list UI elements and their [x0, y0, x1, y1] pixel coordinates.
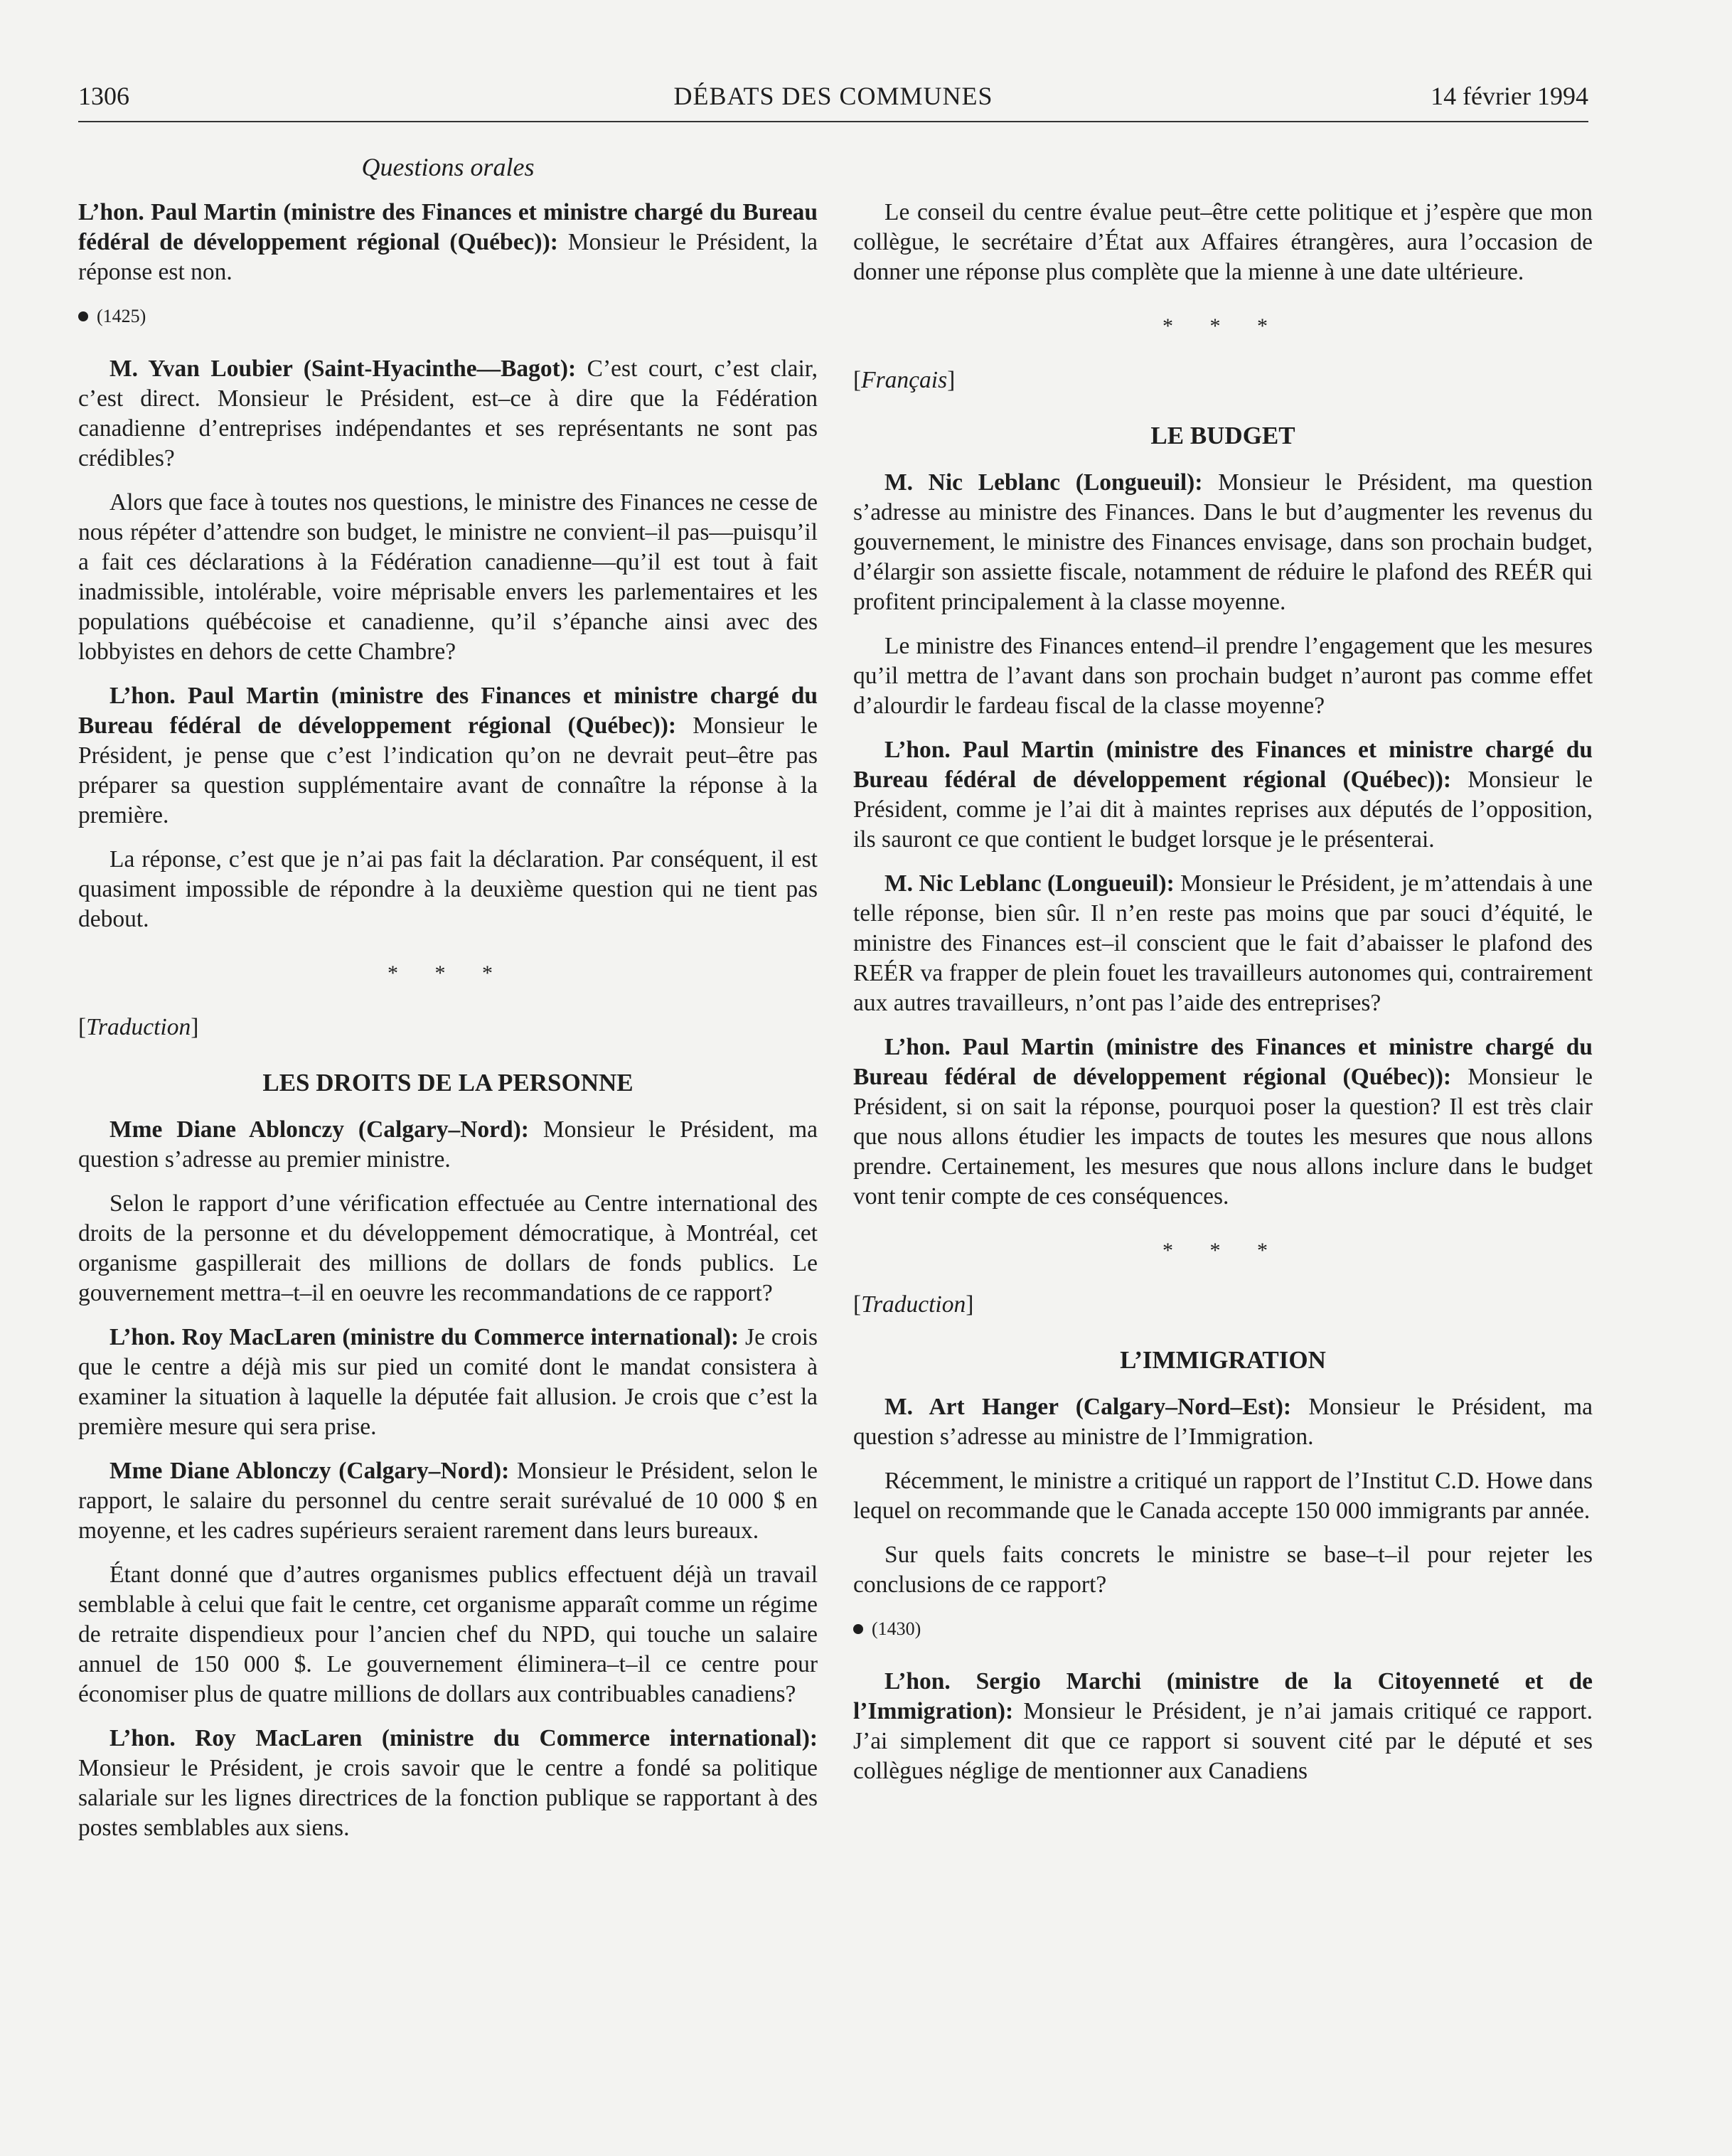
section-heading: LES DROITS DE LA PERSONNE — [262, 1069, 634, 1096]
paragraph — [78, 1115, 818, 1175]
speaker: L’hon. Sergio Marchi (ministre de la Citoyenneté et de l’Immigration): — [853, 1668, 1593, 1724]
language-name: Traduction — [861, 1291, 966, 1318]
section-separator: * * * — [1162, 1239, 1283, 1262]
speech-text: Monsieur le Président, comme je l’ai dit à maintes reprises aux députés de l’opposition, ils sauront ce que contient le budget lorsque je le présenterai. — [853, 767, 1593, 853]
speaker: M. Art Hanger (Calgary–Nord–Est): — [884, 1394, 1292, 1420]
page-number: 1306 — [78, 82, 129, 110]
paragraph — [853, 869, 1593, 1018]
speaker: Mme Diane Ablonczy (Calgary–Nord): — [109, 1116, 529, 1143]
paragraph — [78, 681, 818, 831]
language-name: Français — [861, 367, 948, 393]
speech-text: C’est court, c’est clair, c’est direct. Monsieur le Président, est–ce à dire que la Fédération canadienne d’entreprises indépendantes et ses représentants ne sont pas crédibles? — [78, 356, 818, 471]
paragraph — [78, 1323, 818, 1442]
section-heading: LE BUDGET — [1150, 422, 1295, 449]
bullet-icon — [78, 311, 88, 321]
section-separator: * * * — [387, 961, 508, 985]
time-stamp: (1425) — [97, 306, 146, 326]
paragraph — [78, 354, 818, 474]
paragraph — [78, 1456, 818, 1546]
speech-text: Monsieur le Président, je n’ai jamais critiqué ce rapport. J’ai simplement dit que ce rapport si souvent cité par le député et ses collègues néglige de mentionner aux Canadiens — [853, 1698, 1593, 1784]
speaker: L’hon. Paul Martin (ministre des Finances et ministre chargé du Bureau fédéral de développement régional (Québec)): — [78, 683, 818, 739]
paragraph: Sur quels faits concrets le ministre se base–t–il pour rejeter les conclusions de ce rapport? — [853, 1542, 1593, 1598]
speaker: Mme Diane Ablonczy (Calgary–Nord): — [109, 1458, 510, 1484]
speech-text: Je crois que le centre a déjà mis sur pied un comité dont le mandat consistera à examiner la situation à laquelle la députée fait allusion. Je crois que c’est la première mesure qui sera prise. — [78, 1324, 818, 1440]
speaker: L’hon. Paul Martin (ministre des Finances et ministre chargé du Bureau fédéral de développement régional (Québec)): — [78, 199, 818, 255]
paragraph — [78, 198, 818, 287]
paragraph — [853, 1032, 1593, 1212]
speech-text: Monsieur le Président, selon le rapport, le salaire du personnel du centre serait surévalué de 10 000 $ en moyenne, et les cadres supérieurs seraient rarement dans leurs bureaux. — [78, 1458, 818, 1544]
paragraph: La réponse, c’est que je n’ai pas fait la déclaration. Par conséquent, il est quasiment impossible de répondre à la deuxième question qui ne tient pas debout. — [78, 846, 818, 932]
paragraph — [853, 1667, 1593, 1786]
speaker: L’hon. Paul Martin (ministre des Finances et ministre chargé du Bureau fédéral de développement régional (Québec)): — [853, 737, 1593, 793]
speaker: L’hon. Roy MacLaren (ministre du Commerce international): — [109, 1324, 739, 1350]
speech-text: Monsieur le Président, je crois savoir que le centre a fondé sa politique salariale sur les lignes directrices de la fonction publique se rapportant à des postes semblables aux siens. — [78, 1755, 818, 1841]
paragraph — [853, 735, 1593, 855]
time-stamp: (1430) — [872, 1618, 921, 1639]
running-title: DÉBATS DES COMMUNES — [673, 82, 993, 110]
speech-text: Monsieur le Président, ma question s’adresse au ministre des Finances. Dans le but d’augmenter les revenus du gouvernement, le ministre des Finances envisage, dans son prochain budget, d’élargir son assiette fiscale, notamment de réduire le plafond des REÉR qui profitent principalement à la classe moyenne. — [853, 469, 1593, 615]
language-name: Traduction — [86, 1014, 191, 1040]
speaker: L’hon. Roy MacLaren (ministre du Commerce international): — [109, 1725, 818, 1751]
paragraph: Alors que face à toutes nos questions, le ministre des Finances ne cesse de nous répéter d’attendre son budget, le ministre ne convient–il pas—puisqu’il a fait ces déclarations à la Fédération canadienne—qu’il est tout à fait inadmissible, intolérable, voire méprisable envers les parlementaires et les populations québécoise et canadienne, qu’il s’épanche ainsi avec des lobbyistes en dehors de cette Chambre? — [78, 489, 818, 665]
speaker: L’hon. Paul Martin (ministre des Finances et ministre chargé du Bureau fédéral de développement régional (Québec)): — [853, 1034, 1593, 1090]
section-label: Questions orales — [361, 153, 535, 181]
speech-text: Monsieur le Président, ma question s’adresse au premier ministre. — [78, 1116, 818, 1173]
speaker: M. Nic Leblanc (Longueuil): — [884, 870, 1175, 897]
language-tag: [Traduction] — [78, 1014, 199, 1040]
speech-text: Monsieur le Président, je m’attendais à une telle réponse, bien sûr. Il n’en reste pas moins que par souci d’équité, le ministre des Finances est–il conscient que le fait d’abaisser le plafond des REÉR va frapper de plein fouet les travailleurs autonomes qui, contrairement aux autres travailleurs, n’ont pas l’aide des entreprises? — [853, 870, 1593, 1016]
paragraph — [853, 1392, 1593, 1452]
speaker: M. Nic Leblanc (Longueuil): — [884, 469, 1203, 496]
paragraph: Récemment, le ministre a critiqué un rapport de l’Institut C.D. Howe dans lequel on recommande que le Canada accepte 150 000 immigrants par année. — [853, 1468, 1593, 1524]
left-column — [78, 198, 818, 1857]
bullet-icon — [853, 1624, 863, 1634]
speech-text: Monsieur le Président, la réponse est non. — [78, 229, 818, 285]
paragraph: Le conseil du centre évalue peut–être cette politique et j’espère que mon collègue, le secrétaire d’État aux Affaires étrangères, aura l’occasion de donner une réponse plus complète que la mienne à une date ultérieure. — [853, 199, 1593, 285]
time-marker — [853, 1614, 1593, 1644]
speaker: M. Yvan Loubier (Saint-Hyacinthe—Bagot): — [109, 356, 577, 382]
page-date: 14 février 1994 — [1431, 82, 1588, 110]
paragraph: Le ministre des Finances entend–il prendre l’engagement que les mesures qu’il mettra de l’avant dans son prochain budget n’auront pas comme effet d’alourdir le fardeau fiscal de la classe moyenne? — [853, 633, 1593, 719]
language-tag: [Français] — [853, 367, 956, 393]
speech-text: Monsieur le Président, si on sait la réponse, pourquoi poser la question? Il est très clair que nous allons étudier les impacts de toutes les mesures que nous allons prendre. Certainement, les mesures que nous allons inclure dans le budget vont tenir compte de ces conséquences. — [853, 1064, 1593, 1210]
paragraph: Étant donné que d’autres organismes publics effectuent déjà un travail semblable à celui que fait le centre, cet organisme apparaît comme un régime de retraite dispendieux pour l’ancien chef du NPD, qui touche un salaire annuel de 150 000 $. Le gouvernement éliminera–t–il ce centre pour économiser plus de quatre millions de dollars aux contribuables canadiens? — [78, 1562, 818, 1707]
section-separator: * * * — [1162, 314, 1283, 338]
time-marker — [78, 301, 818, 331]
right-column — [853, 198, 1593, 1800]
paragraph — [78, 1724, 818, 1843]
paragraph: Selon le rapport d’une vérification effectuée au Centre international des droits de la personne et du développement démocratique, à Montréal, cet organisme gaspillerait des millions de dollars de fonds publics. Le gouvernement mettra–t–il en oeuvre les recommandations de ce rapport? — [78, 1190, 818, 1306]
paragraph — [853, 468, 1593, 617]
page-header — [78, 78, 1588, 122]
language-tag: [Traduction] — [853, 1291, 974, 1318]
section-heading: L’IMMIGRATION — [1120, 1346, 1326, 1374]
speech-text: Monsieur le Président, ma question s’adresse au ministre de l’Immigration. — [853, 1394, 1593, 1450]
speech-text: Monsieur le Président, je pense que c’est l’indication qu’on ne devrait peut–être pas préparer sa question supplémentaire avant de connaître la réponse à la première. — [78, 713, 818, 828]
